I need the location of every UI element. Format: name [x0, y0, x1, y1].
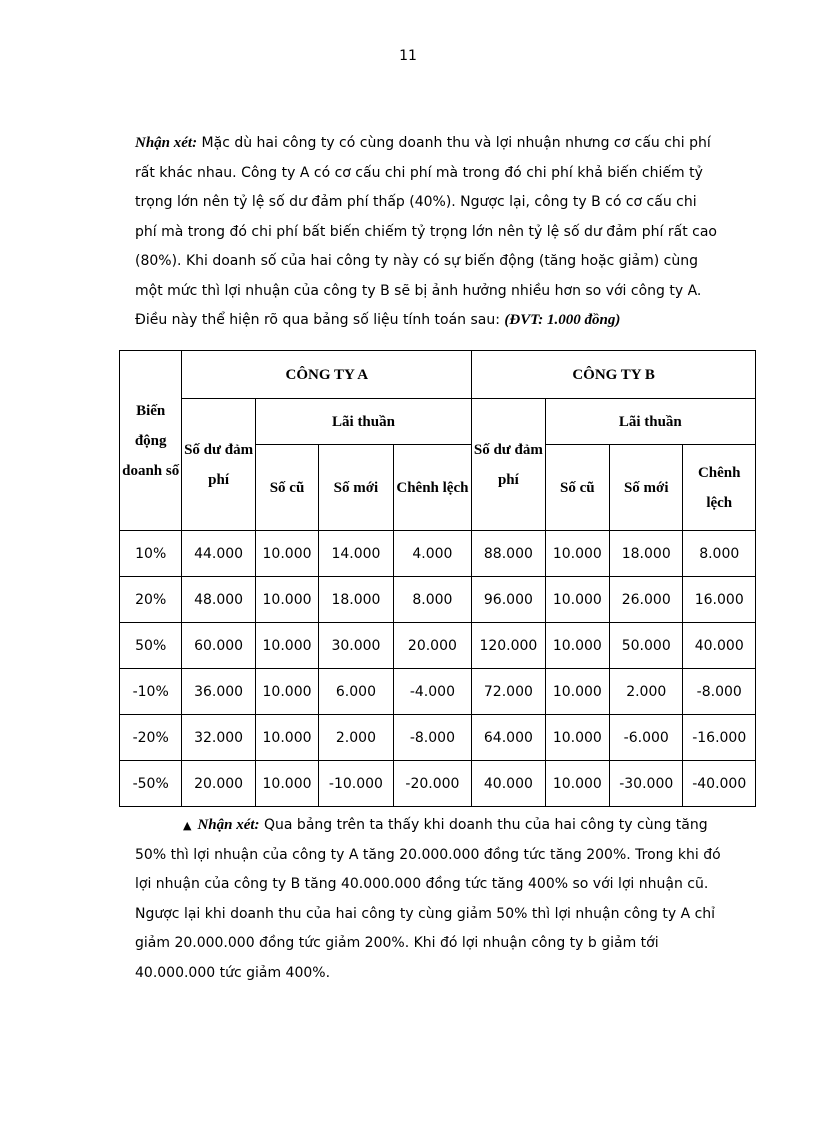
table-cell: 18.000 — [610, 531, 683, 577]
table-cell: 26.000 — [610, 577, 683, 623]
table-cell: 10.000 — [545, 669, 609, 715]
table-cell: 10.000 — [545, 577, 609, 623]
table-cell: 40.000 — [472, 761, 545, 807]
paragraph-line: một mức thì lợi nhuận của công ty B sẽ bị ảnh hưởng nhiều hơn so với công ty A. — [135, 282, 702, 299]
table-cell: 64.000 — [472, 715, 545, 761]
table-cell: 10% — [120, 531, 182, 577]
table-cell: 88.000 — [472, 531, 545, 577]
table-row — [120, 669, 756, 715]
comparison-table — [119, 350, 756, 807]
table-cell: 6.000 — [319, 669, 393, 715]
paragraph-line: Nhận xét: Mặc dù hai công ty có cùng doanh thu và lợi nhuận nhưng cơ cấu chi phí — [135, 135, 711, 151]
table-cell: 30.000 — [319, 623, 393, 669]
page-number: 11 — [399, 48, 417, 64]
table-cell: 4.000 — [393, 531, 472, 577]
table-cell: 16.000 — [683, 577, 756, 623]
table-cell: 10.000 — [255, 669, 318, 715]
company-b-header: CÔNG TY B — [472, 351, 756, 399]
table-cell: 10.000 — [255, 623, 318, 669]
table-cell: 10.000 — [255, 531, 318, 577]
table-row — [120, 761, 756, 807]
table-cell: 10.000 — [545, 623, 609, 669]
table-cell: 10.000 — [545, 531, 609, 577]
paragraph-line: Ngược lại khi doanh thu của hai công ty cùng giảm 50% thì lợi nhuận công ty A chỉ — [135, 905, 716, 922]
arrowhead-up-icon: ▲ — [183, 819, 192, 832]
table-cell: 8.000 — [683, 531, 756, 577]
table-cell: 20.000 — [182, 761, 255, 807]
table-cell: 10.000 — [255, 577, 318, 623]
table-cell: 96.000 — [472, 577, 545, 623]
new-number-header-b: Số mới — [610, 445, 683, 531]
paragraph-line: ▲ Nhận xét: Qua bảng trên ta thấy khi doanh thu của hai công ty cùng tăng — [183, 817, 708, 833]
table-cell: -10% — [120, 669, 182, 715]
remark-label: Nhận xét: — [197, 817, 260, 833]
paragraph-line: trọng lớn nên tỷ lệ số dư đảm phí thấp (40%). Ngược lại, công ty B có cơ cấu chi — [135, 194, 697, 210]
table-row — [120, 577, 756, 623]
new-number-header-a: Số mới — [319, 445, 393, 531]
table-cell: 36.000 — [182, 669, 255, 715]
table-cell: 8.000 — [393, 577, 472, 623]
table-cell: -6.000 — [610, 715, 683, 761]
paragraph-line: Điều này thể hiện rõ qua bảng số liệu tính toán sau: (ĐVT: 1.000 đồng) — [135, 312, 621, 328]
table-cell: 32.000 — [182, 715, 255, 761]
net-profit-header-b: Lãi thuần — [545, 399, 755, 445]
table-body — [120, 531, 756, 807]
unit-label: (ĐVT: 1.000 đồng) — [504, 312, 621, 328]
net-profit-header-a: Lãi thuần — [255, 399, 471, 445]
paragraph-line: giảm 20.000.000 đồng tức giảm 200%. Khi đó lợi nhuận công ty b giảm tới — [135, 935, 659, 951]
table-cell: -20.000 — [393, 761, 472, 807]
remark-label: Nhận xét: — [135, 135, 198, 151]
table-cell: 18.000 — [319, 577, 393, 623]
paragraph-line: 50% thì lợi nhuận của công ty A tăng 20.000.000 đồng tức tăng 200%. Trong khi đó — [135, 846, 721, 863]
table-cell: -40.000 — [683, 761, 756, 807]
table-cell: 10.000 — [255, 715, 318, 761]
company-a-header: CÔNG TY A — [182, 351, 472, 399]
table-cell: -4.000 — [393, 669, 472, 715]
table-cell: 60.000 — [182, 623, 255, 669]
table-cell: -20% — [120, 715, 182, 761]
table-cell: 10.000 — [545, 715, 609, 761]
paragraph-line: (80%). Khi doanh số của hai công ty này có sự biến động (tăng hoặc giảm) cùng — [135, 253, 698, 269]
table-cell: 20% — [120, 577, 182, 623]
table-cell: 10.000 — [255, 761, 318, 807]
paragraph-line: rất khác nhau. Công ty A có cơ cấu chi phí mà trong đó chi phí khả biến chiếm tỷ — [135, 164, 703, 181]
table-cell: 40.000 — [683, 623, 756, 669]
table-cell: 50.000 — [610, 623, 683, 669]
conclusion-paragraph — [135, 811, 739, 988]
table-cell: 48.000 — [182, 577, 255, 623]
table-cell: -8.000 — [683, 669, 756, 715]
contribution-margin-header-a: Số dư đảm phí — [182, 399, 255, 531]
table-cell: -16.000 — [683, 715, 756, 761]
table-cell: -8.000 — [393, 715, 472, 761]
table-cell: -10.000 — [319, 761, 393, 807]
old-number-header-b: Số cũ — [545, 445, 609, 531]
table-cell: 2.000 — [610, 669, 683, 715]
table-row — [120, 715, 756, 761]
table-cell: 72.000 — [472, 669, 545, 715]
table-cell: 44.000 — [182, 531, 255, 577]
table-cell: -50% — [120, 761, 182, 807]
table-cell: 10.000 — [545, 761, 609, 807]
contribution-margin-header-b: Số dư đảm phí — [472, 399, 545, 531]
table-cell: 14.000 — [319, 531, 393, 577]
sales-change-header: Biến động doanh số — [120, 351, 182, 531]
intro-paragraph — [135, 129, 739, 336]
table-row — [120, 623, 756, 669]
table-cell: -30.000 — [610, 761, 683, 807]
table-cell: 20.000 — [393, 623, 472, 669]
difference-header-b: Chênh lệch — [683, 445, 756, 531]
paragraph-line: phí mà trong đó chi phí bất biến chiếm tỷ trọng lớn nên tỷ lệ số dư đảm phí rất cao — [135, 223, 717, 240]
table-cell: 2.000 — [319, 715, 393, 761]
table-row — [120, 531, 756, 577]
old-number-header-a: Số cũ — [255, 445, 318, 531]
table-cell: 50% — [120, 623, 182, 669]
difference-header-a: Chênh lệch — [393, 445, 472, 531]
paragraph-line: 40.000.000 tức giảm 400%. — [135, 964, 331, 981]
table-cell: 120.000 — [472, 623, 545, 669]
paragraph-line: lợi nhuận của công ty B tăng 40.000.000 đồng tức tăng 400% so với lợi nhuận cũ. — [135, 876, 709, 892]
